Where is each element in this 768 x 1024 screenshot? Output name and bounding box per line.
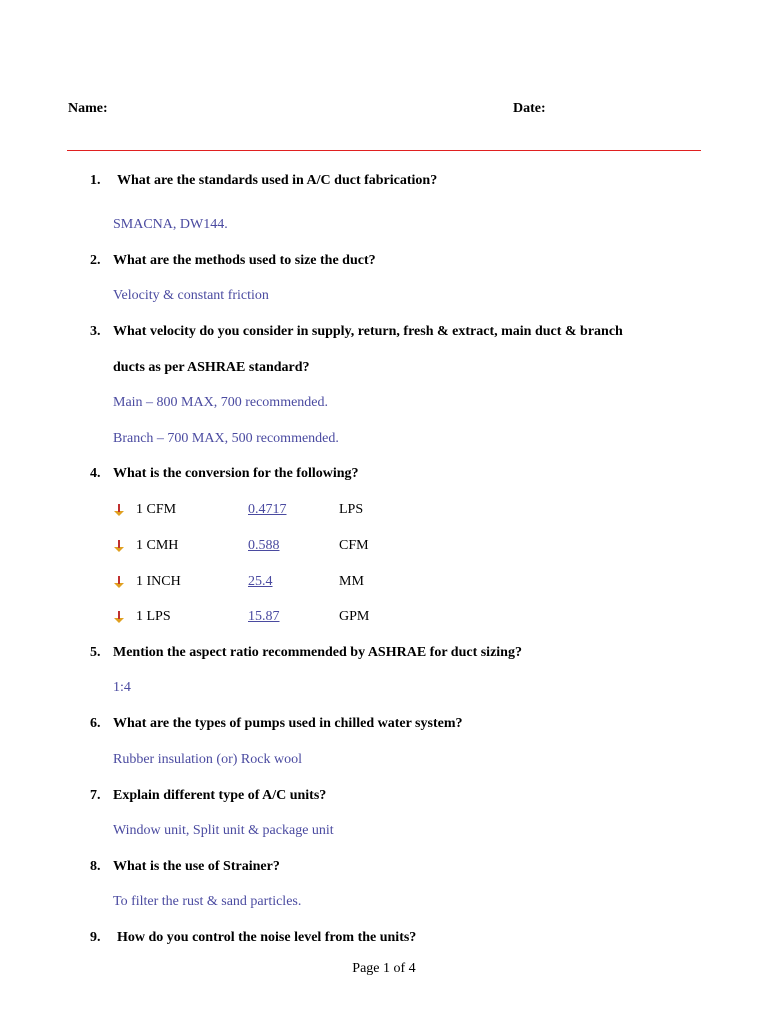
conversion-to: GPM bbox=[339, 609, 370, 624]
answer-text: SMACNA, DW144. bbox=[113, 217, 228, 232]
question-text: How do you control the noise level from the units? bbox=[117, 930, 417, 945]
question-text: What velocity do you consider in supply, return, fresh & extract, main duct & branch bbox=[113, 324, 623, 339]
conversion-row bbox=[113, 609, 413, 627]
down-arrow-bullet-icon bbox=[113, 575, 125, 589]
header-divider bbox=[67, 150, 701, 151]
page-number-footer: Page 1 of 4 bbox=[352, 961, 416, 976]
down-arrow-bullet-icon bbox=[113, 610, 125, 624]
conversion-row bbox=[113, 502, 413, 520]
question-number: 7. bbox=[90, 788, 101, 803]
answer-text: Branch – 700 MAX, 500 recommended. bbox=[113, 431, 339, 446]
question-text-continued: ducts as per ASHRAE standard? bbox=[113, 360, 310, 375]
answer-text: 1:4 bbox=[113, 680, 131, 695]
conversion-from: 1 CFM bbox=[136, 502, 177, 517]
conversion-value: 0.4717 bbox=[248, 502, 287, 517]
question-number: 1. bbox=[90, 173, 101, 188]
answer-text: Main – 800 MAX, 700 recommended. bbox=[113, 395, 329, 410]
question-text: Explain different type of A/C units? bbox=[113, 788, 327, 803]
conversion-row bbox=[113, 574, 413, 592]
question-number: 4. bbox=[90, 466, 101, 481]
question-text: What is the use of Strainer? bbox=[113, 859, 280, 874]
question-number: 5. bbox=[90, 645, 101, 660]
answer-text: To filter the rust & sand particles. bbox=[113, 894, 302, 909]
conversion-row bbox=[113, 538, 413, 556]
conversion-from: 1 LPS bbox=[136, 609, 171, 624]
question-number: 3. bbox=[90, 324, 101, 339]
name-label: Name: bbox=[68, 101, 108, 116]
question-text: What are the types of pumps used in chilled water system? bbox=[113, 716, 463, 731]
question-text: What are the standards used in A/C duct fabrication? bbox=[117, 173, 438, 188]
question-number: 6. bbox=[90, 716, 101, 731]
down-arrow-bullet-icon bbox=[113, 503, 125, 517]
answer-text: Rubber insulation (or) Rock wool bbox=[113, 752, 302, 767]
conversion-value: 25.4 bbox=[248, 574, 273, 589]
question-text: What are the methods used to size the duct? bbox=[113, 253, 376, 268]
question-number: 2. bbox=[90, 253, 101, 268]
conversion-from: 1 INCH bbox=[136, 574, 181, 589]
conversion-to: MM bbox=[339, 574, 364, 589]
down-arrow-bullet-icon bbox=[113, 539, 125, 553]
conversion-from: 1 CMH bbox=[136, 538, 179, 553]
conversion-value: 15.87 bbox=[248, 609, 280, 624]
answer-text: Window unit, Split unit & package unit bbox=[113, 823, 334, 838]
conversion-to: CFM bbox=[339, 538, 369, 553]
answer-text: Velocity & constant friction bbox=[113, 288, 269, 303]
question-number: 9. bbox=[90, 930, 101, 945]
question-text: What is the conversion for the following? bbox=[113, 466, 359, 481]
question-text: Mention the aspect ratio recommended by ASHRAE for duct sizing? bbox=[113, 645, 522, 660]
date-label: Date: bbox=[513, 101, 546, 116]
conversion-value: 0.588 bbox=[248, 538, 280, 553]
question-number: 8. bbox=[90, 859, 101, 874]
conversion-to: LPS bbox=[339, 502, 364, 517]
